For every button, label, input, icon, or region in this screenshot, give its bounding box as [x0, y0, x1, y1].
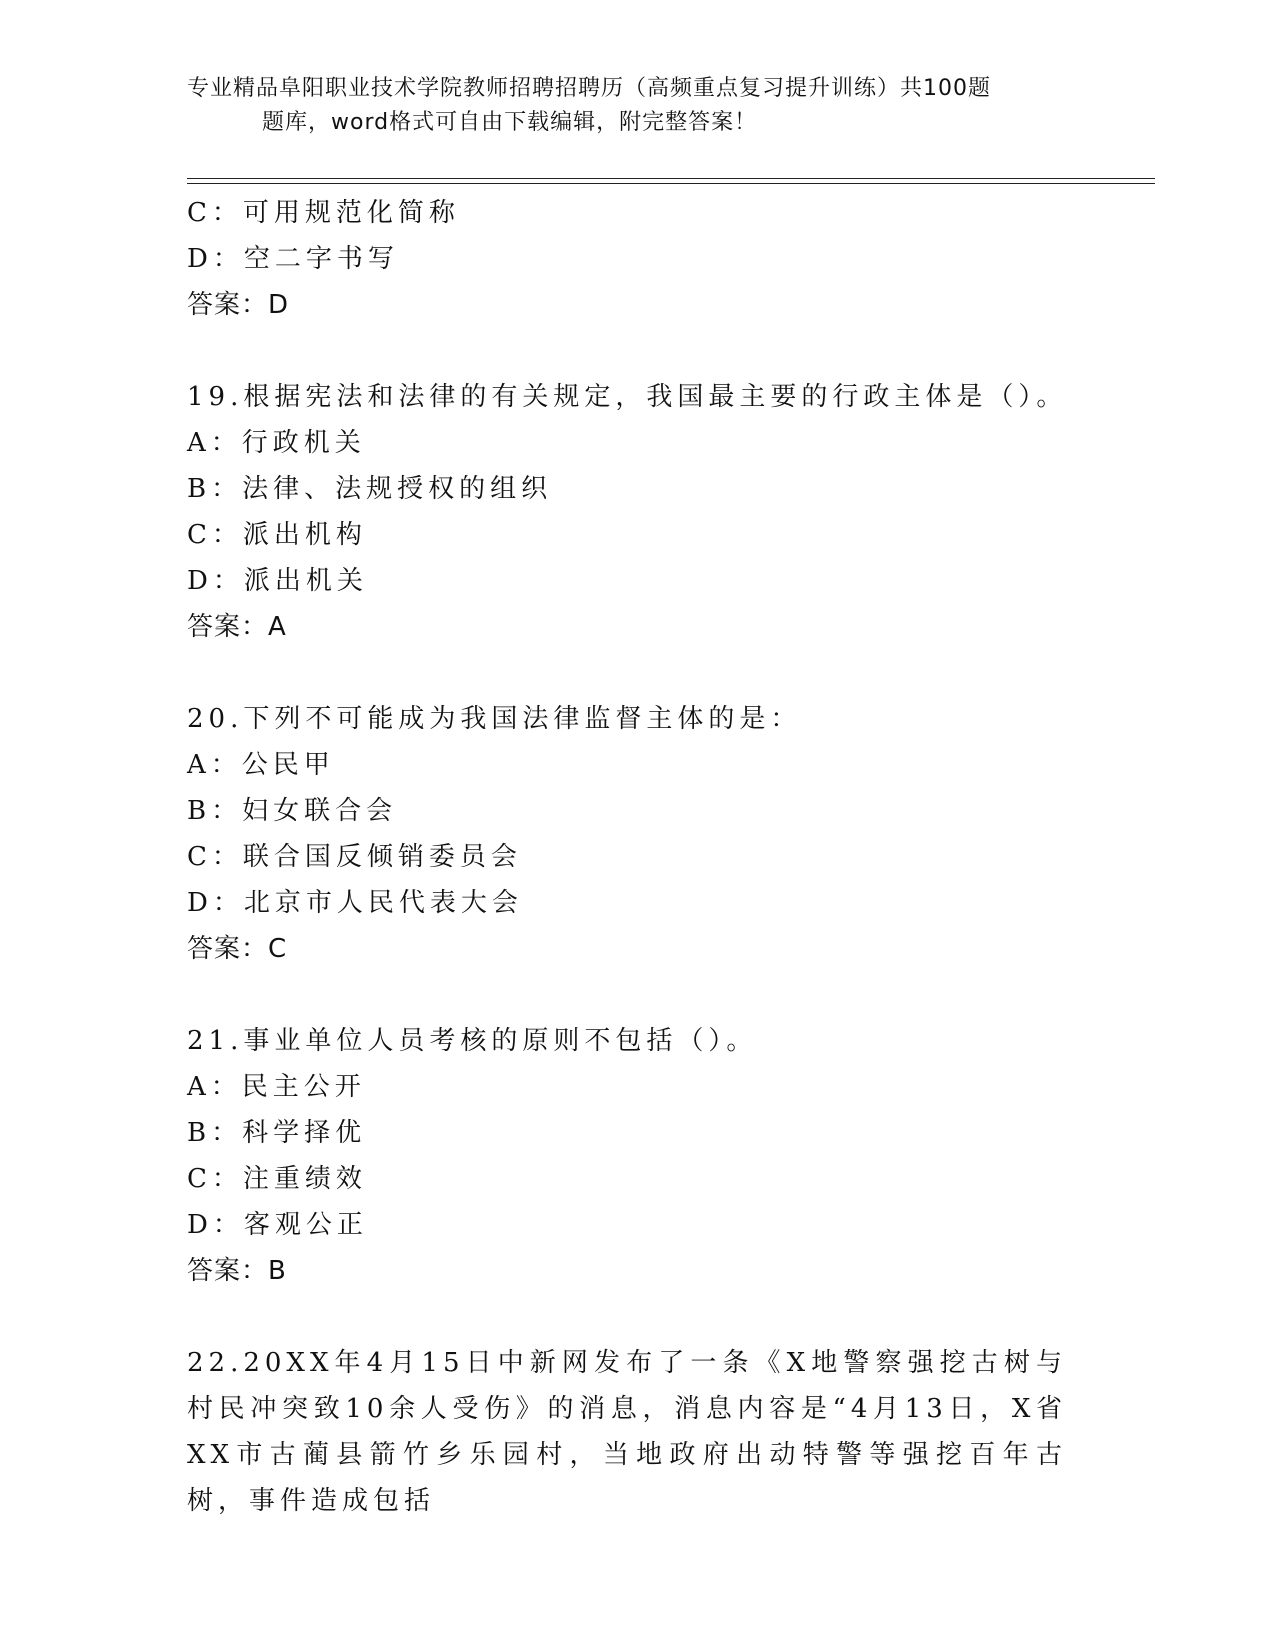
option-a: A：民主公开 [187, 1072, 366, 1102]
answer: 答案：B [187, 1256, 287, 1286]
header-divider-top [187, 178, 1155, 179]
option-b: B：法律、法规授权的组织 [187, 474, 553, 504]
option-a: A：行政机关 [187, 428, 366, 458]
spacer [187, 650, 1067, 696]
option-c: C：可用规范化简称 [187, 198, 460, 228]
option-d: D：派出机关 [187, 566, 368, 596]
option-a: A：公民甲 [187, 750, 335, 780]
header-title-line-1: 专业精品阜阳职业技术学院教师招聘招聘历（高频重点复习提升训练）共100题 [187, 76, 991, 101]
answer: 答案：A [187, 612, 287, 642]
question-21 [187, 1018, 1067, 1294]
option-c: C：联合国反倾销委员会 [187, 842, 522, 872]
question-22 [187, 1340, 1067, 1524]
header-divider-bottom [187, 183, 1155, 184]
question-stem: 19.根据宪法和法律的有关规定，我国最主要的行政主体是（）。 [187, 382, 1068, 412]
option-b: B：科学择优 [187, 1118, 367, 1148]
option-c: C：注重绩效 [187, 1164, 367, 1194]
document-header [187, 72, 1087, 140]
option-d: D：北京市人民代表大会 [187, 888, 523, 918]
question-stem: 20.下列不可能成为我国法律监督主体的是： [187, 704, 802, 734]
question-20 [187, 696, 1067, 972]
option-b: B：妇女联合会 [187, 796, 398, 826]
header-title-line-2: 题库，word格式可自由下载编辑，附完整答案！ [262, 110, 758, 135]
answer: 答案：D [187, 290, 290, 320]
option-c: C：派出机构 [187, 520, 367, 550]
question-19 [187, 374, 1067, 650]
spacer [187, 1294, 1067, 1340]
question-stem: 22.20XX年4月15日中新网发布了一条《X地警察强挖古树与村民冲突致10余人受伤》的消息，消息内容是“4月13日，X省XX市古蔺县箭竹乡乐园村，当地政府出动特警等强挖百年古树，事件造成包括 [187, 1348, 1067, 1516]
option-d: D：客观公正 [187, 1210, 368, 1240]
answer: 答案：C [187, 934, 288, 964]
option-d: D：空二字书写 [187, 244, 399, 274]
question-18-fragment [187, 190, 1067, 328]
spacer [187, 972, 1067, 1018]
spacer [187, 328, 1067, 374]
question-stem: 21.事业单位人员考核的原则不包括（）。 [187, 1026, 758, 1056]
document-body [187, 190, 1067, 1524]
